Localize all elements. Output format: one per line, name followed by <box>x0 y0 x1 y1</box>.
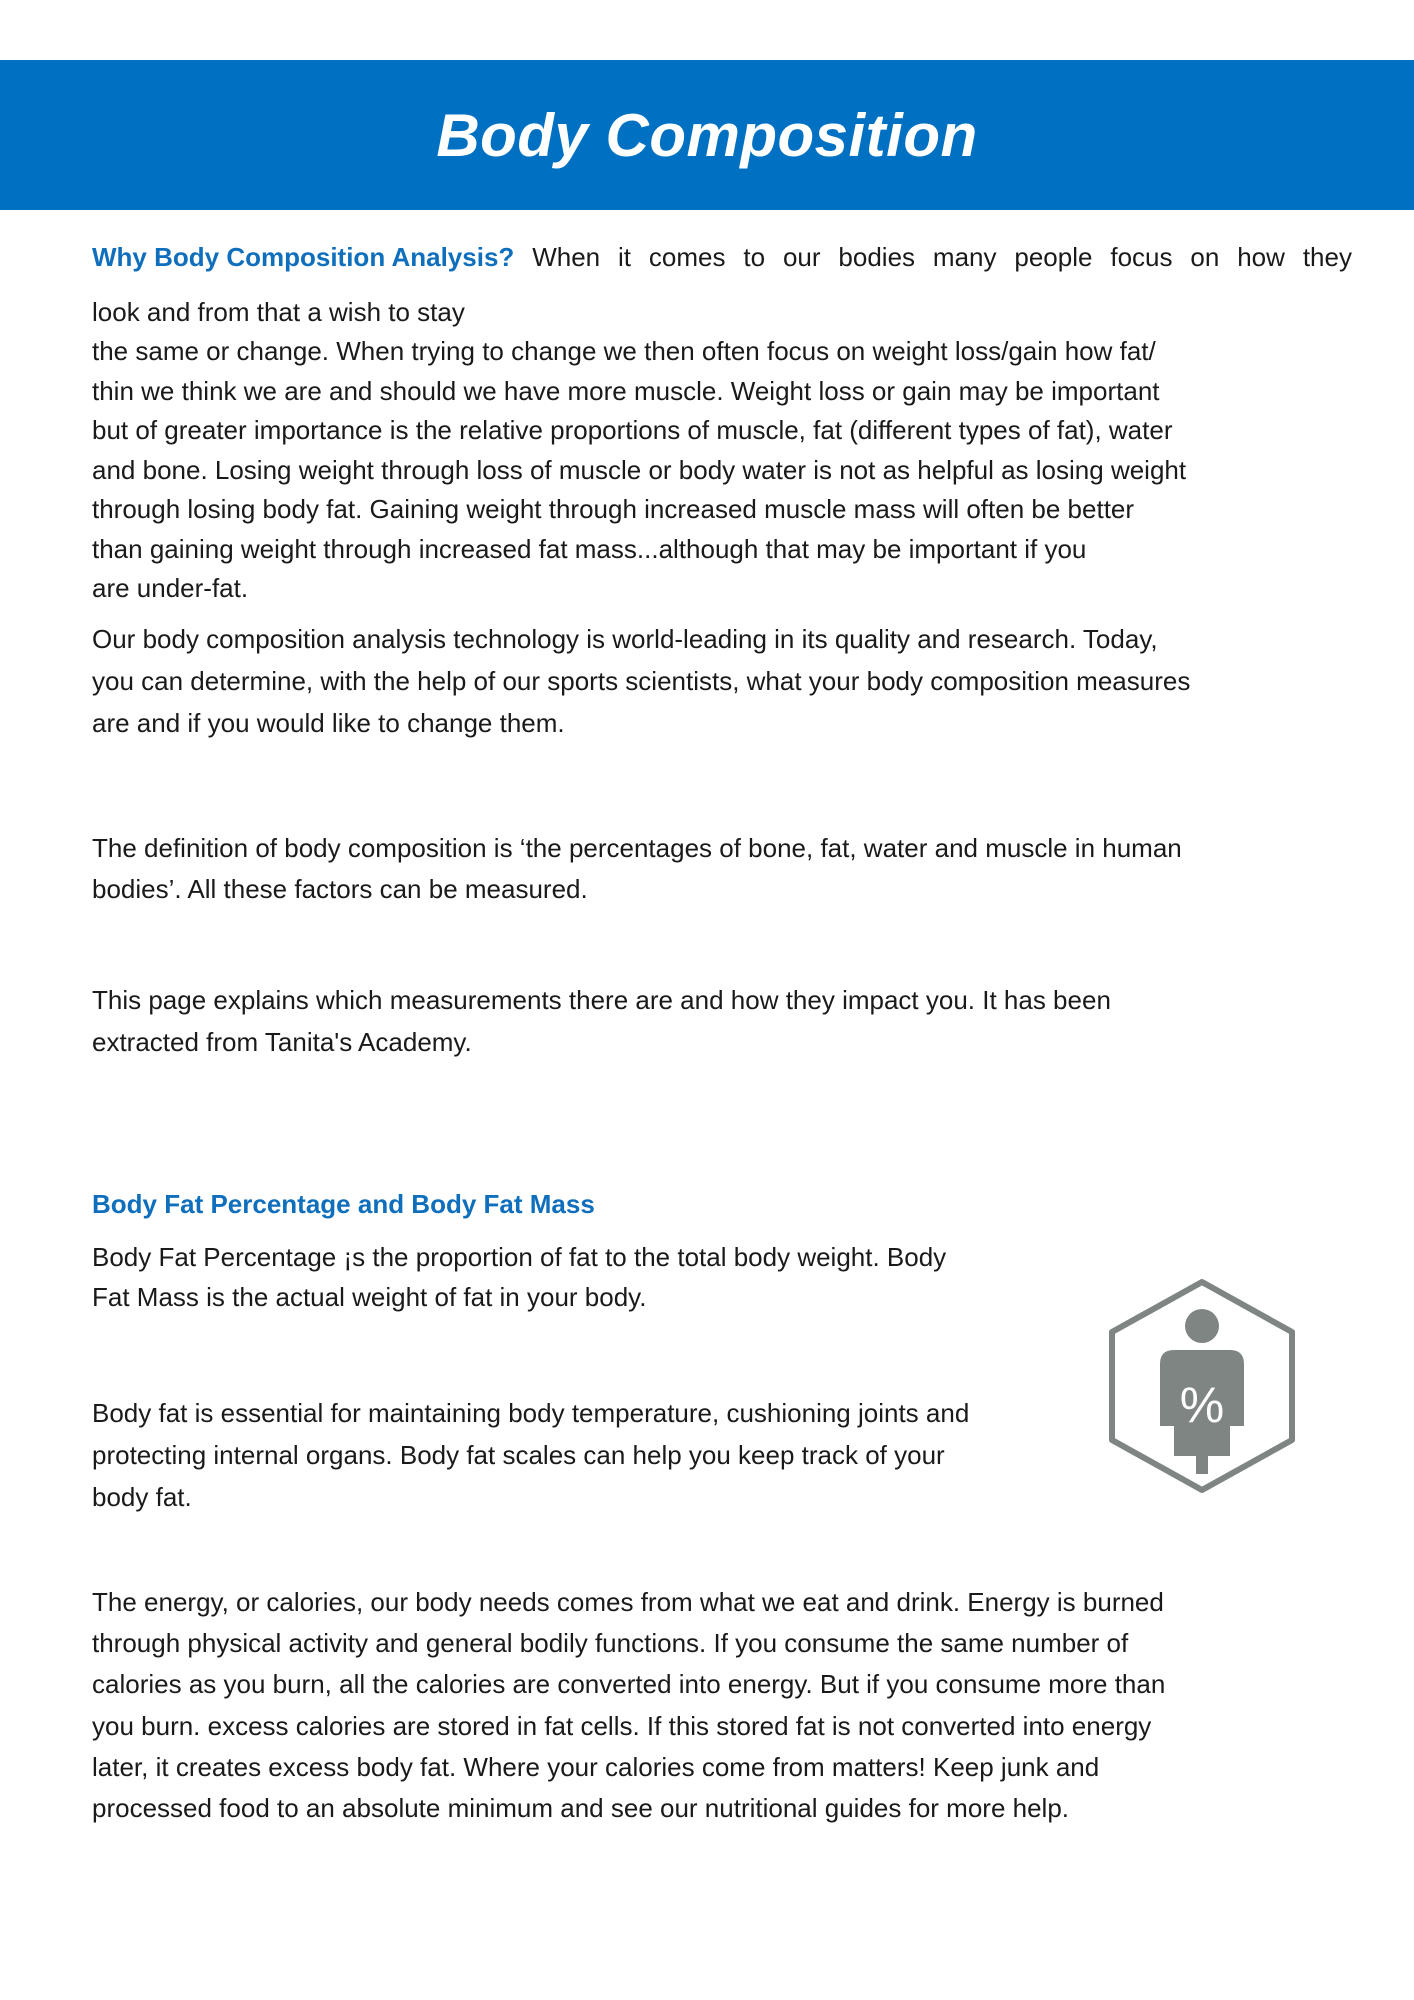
intro-word: they <box>1302 242 1352 272</box>
body-fat-paragraph-3 <box>92 1582 1352 1829</box>
technology-line: Our body composition analysis technology is world-leading in its quality and research. Today, <box>92 624 1158 654</box>
intro-word: focus <box>1110 242 1173 272</box>
body-fat-line: Fat Mass is the actual weight of fat in your body. <box>92 1281 647 1312</box>
body-fat-heading: Body Fat Percentage and Body Fat Mass <box>92 1189 595 1219</box>
technology-line: are and if you would like to change them. <box>92 708 565 738</box>
body-fat-percentage-icon <box>1102 1276 1302 1496</box>
energy-line: later, it creates excess body fat. Where your calories come from matters! Keep junk and <box>92 1751 1100 1782</box>
intro-word: comes <box>648 242 726 272</box>
intro-word: people <box>1014 242 1093 272</box>
body-fat-paragraph-2 <box>92 1392 1072 1518</box>
intro-word: our <box>782 242 821 272</box>
intro-lead: Why Body Composition Analysis? <box>92 242 515 272</box>
definition-line: bodies’. All these factors can be measured. <box>92 874 588 904</box>
body-fat-line: Body fat is essential for maintaining body temperature, cushioning joints and <box>92 1398 970 1428</box>
energy-line: calories as you burn, all the calories are converted into energy. But if you consume more than <box>92 1669 1166 1700</box>
percent-symbol: % <box>1179 1377 1225 1433</box>
body-fat-line: body fat. <box>92 1482 192 1512</box>
intro-line: but of greater importance is the relative proportions of muscle, fat (different types of fat), water <box>92 415 1173 445</box>
energy-line: through physical activity and general bodily functions. If you consume the same number of <box>92 1628 1129 1659</box>
body-fat-line: protecting internal organs. Body fat scales can help you keep track of your <box>92 1440 945 1470</box>
definition-line: The definition of body composition is ‘the percentages of bone, fat, water and muscle in human <box>92 833 1182 863</box>
intro-line: and bone. Losing weight through loss of muscle or body water is not as helpful as losing weight <box>92 454 1187 485</box>
explanation-line: This page explains which measurements there are and how they impact you. It has been <box>92 985 1111 1015</box>
intro-line: through losing body fat. Gaining weight through increased muscle mass will often be better <box>92 494 1135 524</box>
body-fat-paragraph-1 <box>92 1238 1072 1317</box>
intro-line: look and from that a wish to stay <box>92 296 465 327</box>
intro-line: the same or change. When trying to change we then often focus on weight loss/gain how fat/ <box>92 336 1156 366</box>
technology-paragraph <box>92 618 1352 744</box>
person-head <box>1185 1309 1219 1343</box>
explanation-line: extracted from Tanita's Academy. <box>92 1027 472 1057</box>
intro-word: how <box>1237 242 1285 272</box>
intro-line: thin we think we are and should we have more muscle. Weight loss or gain may be important <box>92 375 1160 406</box>
definition-paragraph <box>92 828 1352 910</box>
intro-line: are under-fat. <box>92 573 249 603</box>
title-banner <box>0 60 1414 210</box>
technology-line: you can determine, with the help of our sports scientists, what your body composition measures <box>92 666 1191 696</box>
energy-line: you burn. excess calories are stored in fat cells. If this stored fat is not converted into energy <box>92 1710 1152 1741</box>
intro-word: on <box>1190 242 1220 272</box>
intro-first-line <box>92 238 1352 278</box>
page-title: Body Composition <box>436 101 978 169</box>
explanation-paragraph <box>92 979 1352 1063</box>
intro-word: bodies <box>838 242 916 272</box>
intro-paragraph <box>92 238 1352 609</box>
intro-word: to <box>743 242 766 272</box>
energy-line: The energy, or calories, our body needs comes from what we eat and drink. Energy is burned <box>92 1587 1164 1617</box>
intro-word: When <box>532 242 601 272</box>
intro-word: it <box>618 242 631 272</box>
intro-line: than gaining weight through increased fat mass...although that may be important if you <box>92 533 1087 564</box>
intro-word: many <box>932 242 997 272</box>
body-fat-line: Body Fat Percentage ¡s the proportion of fat to the total body weight. Body <box>92 1242 947 1272</box>
energy-line: processed food to an absolute minimum and see our nutritional guides for more help. <box>92 1793 1070 1824</box>
